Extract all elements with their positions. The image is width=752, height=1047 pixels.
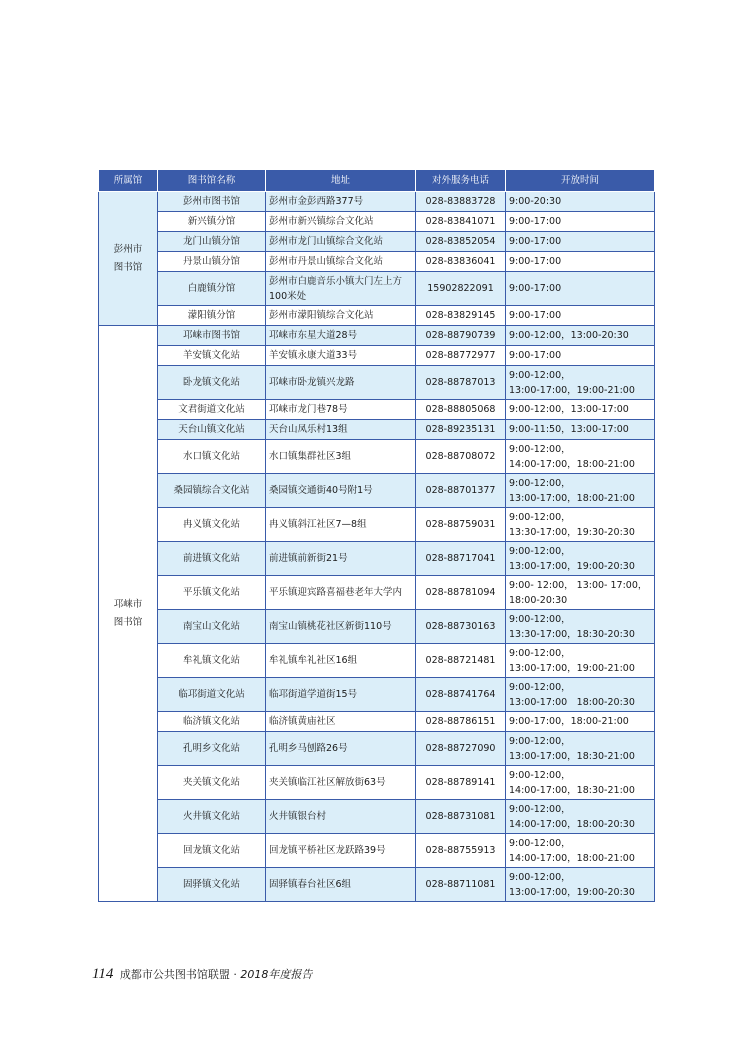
address-cell: 水口镇集群社区3组 bbox=[266, 440, 416, 474]
address-cell: 羊安镇永康大道33号 bbox=[266, 346, 416, 366]
library-name-cell: 孔明乡文化站 bbox=[158, 732, 266, 766]
table-row bbox=[99, 366, 655, 400]
library-name-cell: 前进镇文化站 bbox=[158, 542, 266, 576]
library-table bbox=[98, 169, 655, 902]
library-name-cell: 回龙镇文化站 bbox=[158, 834, 266, 868]
hours-cell: 9:00-12:00， 13:00-17:00，18:30-21:00 bbox=[506, 732, 655, 766]
phone-cell: 028-88759031 bbox=[416, 508, 506, 542]
hours-cell: 9:00-12:00，13:00-20:30 bbox=[506, 326, 655, 346]
table-row bbox=[99, 508, 655, 542]
footer-separator: · bbox=[233, 968, 237, 981]
phone-cell: 028-88711081 bbox=[416, 868, 506, 902]
hours-cell: 9:00-12:00， 13:00-17:00，19:00-21:00 bbox=[506, 644, 655, 678]
address-cell: 冉义镇斜江社区7—8组 bbox=[266, 508, 416, 542]
hours-cell: 9:00-12:00， 13:00-17:00，19:00-20:30 bbox=[506, 542, 655, 576]
table-row bbox=[99, 834, 655, 868]
table-row bbox=[99, 712, 655, 732]
phone-cell: 028-88731081 bbox=[416, 800, 506, 834]
library-name-cell: 天台山镇文化站 bbox=[158, 420, 266, 440]
hours-cell: 9:00- 12:00， 13:00- 17:00，18:00-20:30 bbox=[506, 576, 655, 610]
address-cell: 彭州市濛阳镇综合文化站 bbox=[266, 306, 416, 326]
address-cell: 夹关镇临江社区解放街63号 bbox=[266, 766, 416, 800]
owner-library-cell: 彭州市 图书馆 bbox=[99, 192, 158, 326]
table-row bbox=[99, 212, 655, 232]
library-name-cell: 白鹿镇分馆 bbox=[158, 272, 266, 306]
address-cell: 彭州市丹景山镇综合文化站 bbox=[266, 252, 416, 272]
hours-cell: 9:00-12:00， 13:30-17:00，18:30-20:30 bbox=[506, 610, 655, 644]
phone-cell: 028-83841071 bbox=[416, 212, 506, 232]
header-phone: 对外服务电话 bbox=[416, 170, 506, 192]
hours-cell: 9:00-17:00 bbox=[506, 232, 655, 252]
header-address: 地址 bbox=[266, 170, 416, 192]
table-row bbox=[99, 272, 655, 306]
address-cell: 彭州市新兴镇综合文化站 bbox=[266, 212, 416, 232]
table-body bbox=[99, 192, 655, 902]
table-row bbox=[99, 326, 655, 346]
hours-cell: 9:00-12:00， 14:00-17:00，18:30-21:00 bbox=[506, 766, 655, 800]
phone-cell: 028-88787013 bbox=[416, 366, 506, 400]
hours-cell: 9:00-17:00 bbox=[506, 212, 655, 232]
owner-library-cell: 邛崃市 图书馆 bbox=[99, 326, 158, 902]
footer-subtitle: 2018年度报告 bbox=[240, 968, 313, 981]
address-cell: 邛崃市龙门巷78号 bbox=[266, 400, 416, 420]
hours-cell: 9:00-12:00， 14:00-17:00，18:00-20:30 bbox=[506, 800, 655, 834]
table-row bbox=[99, 440, 655, 474]
phone-cell: 028-83836041 bbox=[416, 252, 506, 272]
header-hours: 开放时间 bbox=[506, 170, 655, 192]
address-cell: 平乐镇迎宾路喜福巷老年大学内 bbox=[266, 576, 416, 610]
phone-cell: 028-88717041 bbox=[416, 542, 506, 576]
table-row bbox=[99, 868, 655, 902]
address-cell: 临邛街道学道街15号 bbox=[266, 678, 416, 712]
phone-cell: 028-88790739 bbox=[416, 326, 506, 346]
library-name-cell: 彭州市图书馆 bbox=[158, 192, 266, 212]
phone-cell: 028-88789141 bbox=[416, 766, 506, 800]
library-name-cell: 桑园镇综合文化站 bbox=[158, 474, 266, 508]
phone-cell: 028-83883728 bbox=[416, 192, 506, 212]
phone-cell: 028-88708072 bbox=[416, 440, 506, 474]
address-cell: 邛崃市东星大道28号 bbox=[266, 326, 416, 346]
hours-cell: 9:00-17:00，18:00-21:00 bbox=[506, 712, 655, 732]
address-cell: 孔明乡马刨路26号 bbox=[266, 732, 416, 766]
page-footer bbox=[92, 966, 312, 983]
hours-cell: 9:00-20:30 bbox=[506, 192, 655, 212]
address-cell: 桑园镇交通街40号附1号 bbox=[266, 474, 416, 508]
library-name-cell: 火井镇文化站 bbox=[158, 800, 266, 834]
library-name-cell: 夹关镇文化站 bbox=[158, 766, 266, 800]
phone-cell: 028-88786151 bbox=[416, 712, 506, 732]
library-name-cell: 邛崃市图书馆 bbox=[158, 326, 266, 346]
table-row bbox=[99, 610, 655, 644]
address-cell: 邛崃市卧龙镇兴龙路 bbox=[266, 366, 416, 400]
hours-cell: 9:00-12:00， 13:30-17:00，19:30-20:30 bbox=[506, 508, 655, 542]
table-row bbox=[99, 766, 655, 800]
phone-cell: 15902822091 bbox=[416, 272, 506, 306]
library-name-cell: 临济镇文化站 bbox=[158, 712, 266, 732]
library-name-cell: 濛阳镇分馆 bbox=[158, 306, 266, 326]
table-row bbox=[99, 644, 655, 678]
library-name-cell: 南宝山文化站 bbox=[158, 610, 266, 644]
address-cell: 临济镇黄庙社区 bbox=[266, 712, 416, 732]
hours-cell: 9:00-12:00， 13:00-17:00，18:00-21:00 bbox=[506, 474, 655, 508]
footer-title: 成都市公共图书馆联盟 bbox=[119, 968, 230, 981]
address-cell: 前进镇前新街21号 bbox=[266, 542, 416, 576]
table-row bbox=[99, 346, 655, 366]
library-name-cell: 平乐镇文化站 bbox=[158, 576, 266, 610]
table-row bbox=[99, 474, 655, 508]
hours-cell: 9:00-17:00 bbox=[506, 252, 655, 272]
phone-cell: 028-88805068 bbox=[416, 400, 506, 420]
table-header-row bbox=[99, 170, 655, 192]
library-name-cell: 新兴镇分馆 bbox=[158, 212, 266, 232]
table-row bbox=[99, 732, 655, 766]
phone-cell: 028-83852054 bbox=[416, 232, 506, 252]
library-name-cell: 卧龙镇文化站 bbox=[158, 366, 266, 400]
phone-cell: 028-88781094 bbox=[416, 576, 506, 610]
library-name-cell: 牟礼镇文化站 bbox=[158, 644, 266, 678]
table-row bbox=[99, 400, 655, 420]
page-number: 114 bbox=[92, 966, 114, 982]
phone-cell: 028-83829145 bbox=[416, 306, 506, 326]
hours-cell: 9:00-12:00， 14:00-17:00，18:00-21:00 bbox=[506, 834, 655, 868]
table-row bbox=[99, 306, 655, 326]
library-name-cell: 冉义镇文化站 bbox=[158, 508, 266, 542]
address-cell: 回龙镇平桥社区龙跃路39号 bbox=[266, 834, 416, 868]
phone-cell: 028-88730163 bbox=[416, 610, 506, 644]
phone-cell: 028-88721481 bbox=[416, 644, 506, 678]
table-row bbox=[99, 678, 655, 712]
address-cell: 彭州市龙门山镇综合文化站 bbox=[266, 232, 416, 252]
library-name-cell: 羊安镇文化站 bbox=[158, 346, 266, 366]
library-name-cell: 水口镇文化站 bbox=[158, 440, 266, 474]
hours-cell: 9:00-12:00， 13:00-17:00 18:00-20:30 bbox=[506, 678, 655, 712]
header-owner: 所属馆 bbox=[99, 170, 158, 192]
library-name-cell: 龙门山镇分馆 bbox=[158, 232, 266, 252]
hours-cell: 9:00-12:00， 14:00-17:00，18:00-21:00 bbox=[506, 440, 655, 474]
hours-cell: 9:00-17:00 bbox=[506, 346, 655, 366]
table-row bbox=[99, 576, 655, 610]
address-cell: 彭州市金彭西路377号 bbox=[266, 192, 416, 212]
address-cell: 火井镇银台村 bbox=[266, 800, 416, 834]
phone-cell: 028-88741764 bbox=[416, 678, 506, 712]
address-cell: 固驿镇春台社区6组 bbox=[266, 868, 416, 902]
address-cell: 彭州市白鹿音乐小镇大门左上方100米处 bbox=[266, 272, 416, 306]
hours-cell: 9:00-17:00 bbox=[506, 272, 655, 306]
hours-cell: 9:00-12:00， 13:00-17:00，19:00-21:00 bbox=[506, 366, 655, 400]
hours-cell: 9:00-11:50，13:00-17:00 bbox=[506, 420, 655, 440]
hours-cell: 9:00-12:00， 13:00-17:00，19:00-20:30 bbox=[506, 868, 655, 902]
hours-cell: 9:00-17:00 bbox=[506, 306, 655, 326]
phone-cell: 028-88755913 bbox=[416, 834, 506, 868]
table-row bbox=[99, 420, 655, 440]
address-cell: 南宝山镇桃花社区新街110号 bbox=[266, 610, 416, 644]
table-row bbox=[99, 542, 655, 576]
hours-cell: 9:00-12:00，13:00-17:00 bbox=[506, 400, 655, 420]
table-row bbox=[99, 192, 655, 212]
phone-cell: 028-89235131 bbox=[416, 420, 506, 440]
phone-cell: 028-88772977 bbox=[416, 346, 506, 366]
library-name-cell: 丹景山镇分馆 bbox=[158, 252, 266, 272]
table-row bbox=[99, 232, 655, 252]
header-library-name: 图书馆名称 bbox=[158, 170, 266, 192]
library-name-cell: 固驿镇文化站 bbox=[158, 868, 266, 902]
table-row bbox=[99, 252, 655, 272]
address-cell: 天台山凤乐村13组 bbox=[266, 420, 416, 440]
table-row bbox=[99, 800, 655, 834]
address-cell: 牟礼镇牟礼社区16组 bbox=[266, 644, 416, 678]
library-name-cell: 临邛街道文化站 bbox=[158, 678, 266, 712]
phone-cell: 028-88701377 bbox=[416, 474, 506, 508]
phone-cell: 028-88727090 bbox=[416, 732, 506, 766]
library-name-cell: 文君街道文化站 bbox=[158, 400, 266, 420]
